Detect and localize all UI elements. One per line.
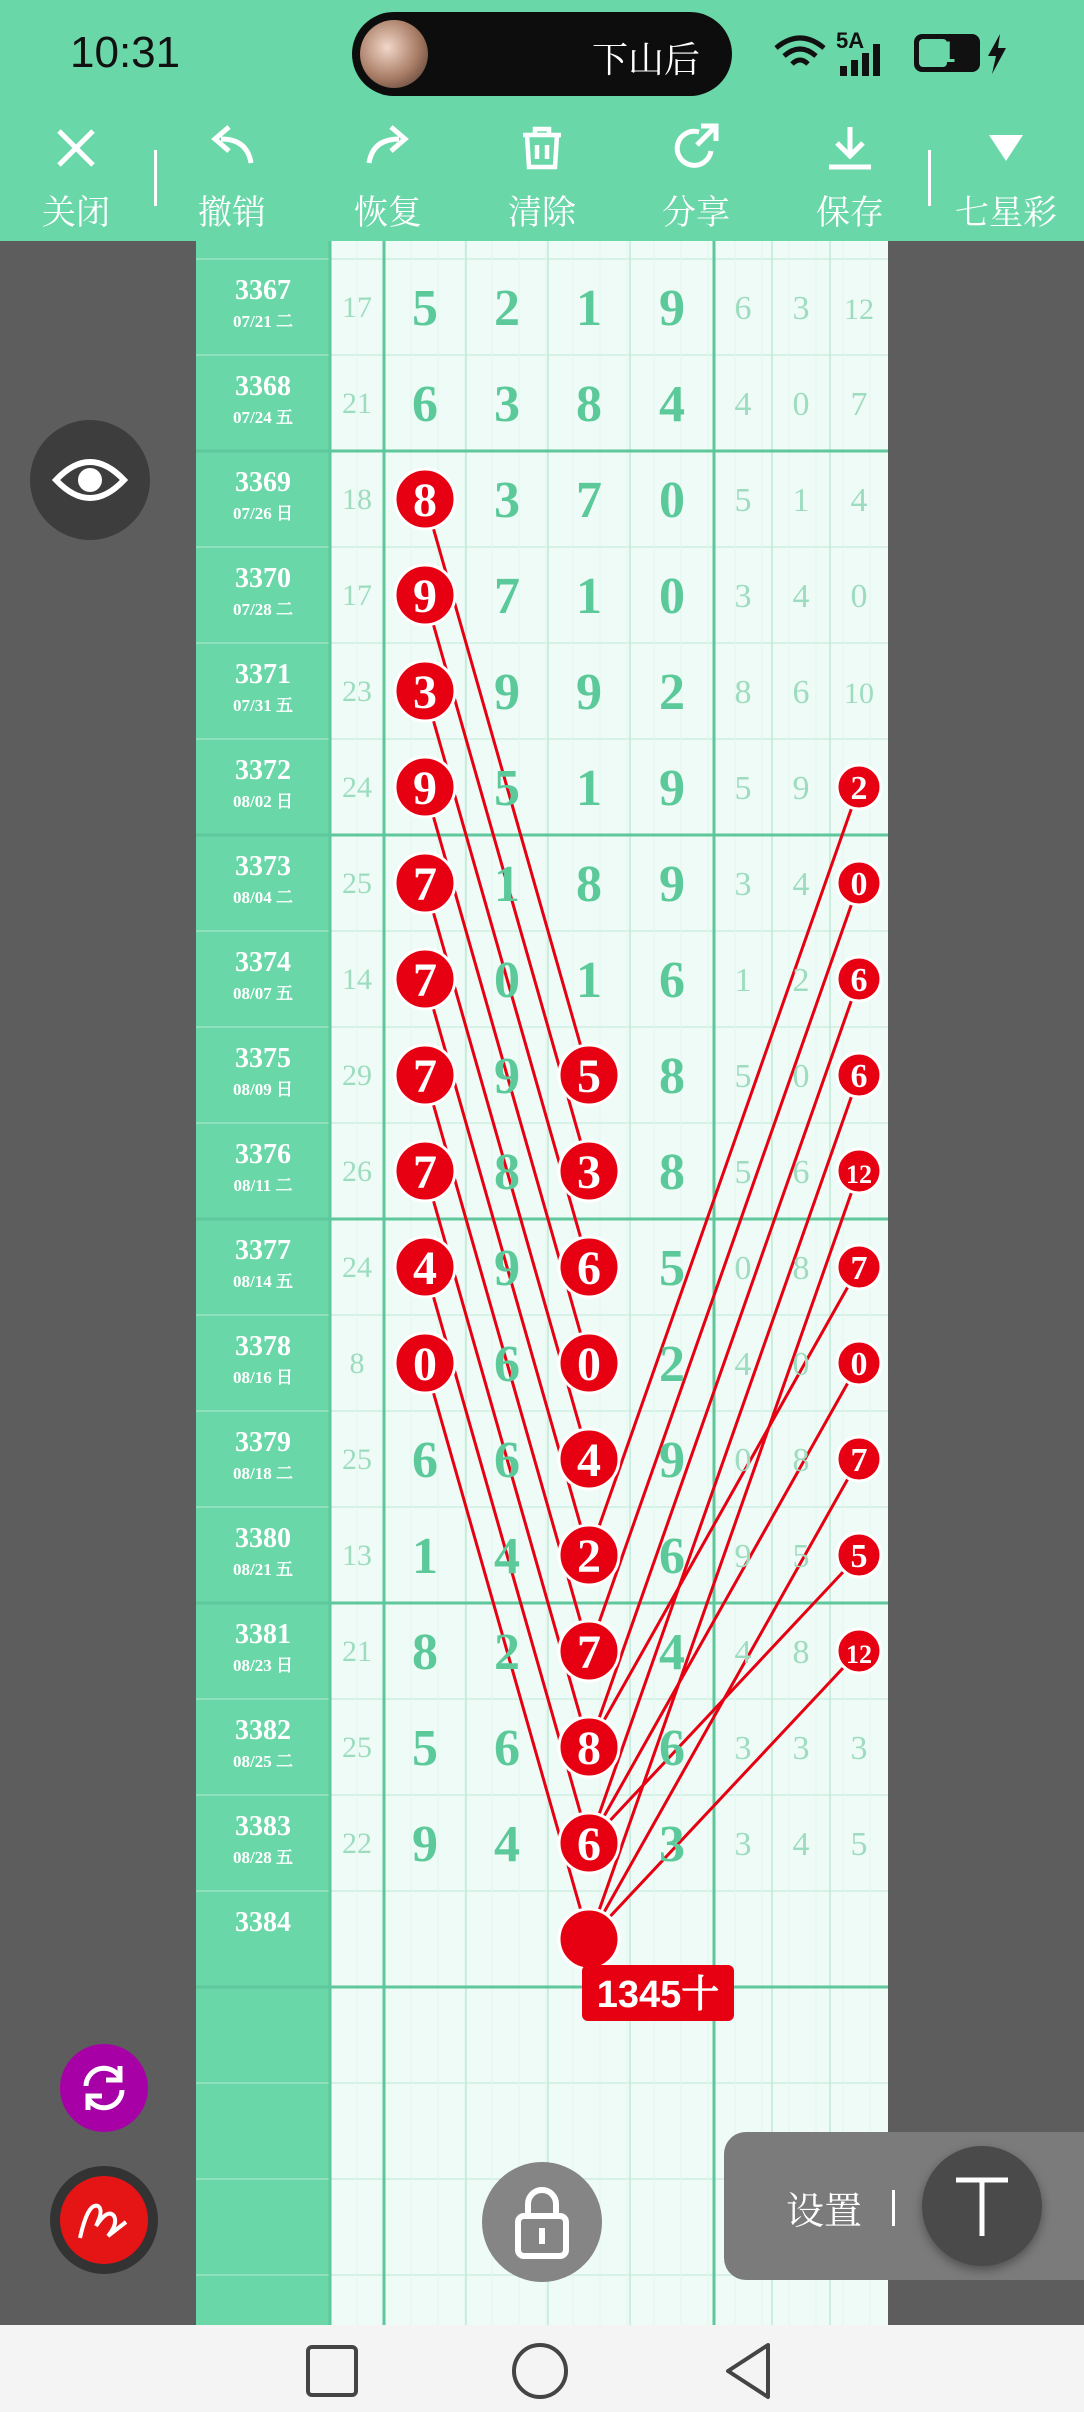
ball-digit: 7 — [413, 858, 437, 911]
wifi-icon — [772, 34, 828, 74]
extra-value: 3 — [734, 1730, 752, 1767]
issue-date: 08/02 日 — [233, 792, 293, 811]
ball-digit: 8 — [577, 1722, 601, 1775]
extra-ball-digit: 0 — [850, 1346, 868, 1383]
issue-date: 08/18 二 — [233, 1464, 293, 1483]
extra-ball-digit: 2 — [850, 770, 868, 807]
visibility-toggle-button[interactable] — [30, 420, 150, 540]
triangle-down-icon — [981, 123, 1031, 173]
extra-value: 0 — [792, 1346, 810, 1383]
extra-value: 3 — [734, 578, 752, 615]
issue-date: 08/28 五 — [233, 1848, 293, 1867]
share-label: 分享 — [662, 194, 730, 232]
sum-value: 25 — [342, 1443, 372, 1476]
digit: 0 — [494, 952, 520, 1009]
refresh-button[interactable] — [60, 2044, 148, 2132]
issue-date: 08/16 日 — [233, 1368, 293, 1387]
extra-value: 2 — [792, 962, 810, 999]
issue-number: 3370 — [235, 563, 291, 594]
digit: 2 — [494, 280, 520, 337]
battery-icon — [914, 34, 980, 72]
digit: 4 — [494, 1816, 520, 1873]
issue-number: 3373 — [235, 851, 291, 882]
sum-value: 25 — [342, 1731, 372, 1764]
extra-value: 0 — [850, 578, 868, 615]
issue-number: 3371 — [235, 659, 291, 690]
extra-value: 4 — [734, 386, 752, 423]
close-button[interactable] — [16, 113, 136, 233]
digit: 6 — [659, 1528, 685, 1585]
ball-digit: 5 — [577, 1050, 601, 1103]
avatar — [360, 20, 428, 88]
digit: 6 — [659, 952, 685, 1009]
lottery-type-dropdown[interactable] — [946, 113, 1066, 233]
issue-number: 3382 — [235, 1715, 291, 1746]
extra-value: 0 — [792, 1058, 810, 1095]
extra-value: 3 — [734, 866, 752, 903]
issue-number: 3367 — [235, 275, 291, 306]
extra-value: 8 — [792, 1250, 810, 1287]
extra-value: 6 — [792, 1154, 810, 1191]
extra-value: 8 — [792, 1442, 810, 1479]
extra-value: 12 — [844, 293, 874, 326]
digit: 6 — [494, 1720, 520, 1777]
extra-value: 5 — [734, 1154, 752, 1191]
digit: 1 — [494, 856, 520, 913]
digit: 9 — [659, 760, 685, 817]
lottery-type-label: 七星彩 — [955, 194, 1057, 232]
share-icon — [671, 123, 721, 173]
issue-date: 08/23 日 — [233, 1656, 293, 1675]
sum-value: 17 — [342, 291, 372, 324]
digit: 3 — [659, 1816, 685, 1873]
issue-number: 3384 — [235, 1907, 291, 1938]
issue-date: 07/31 五 — [233, 696, 293, 715]
undo-icon — [207, 123, 257, 173]
issue-number: 3372 — [235, 755, 291, 786]
digit: 1 — [576, 280, 602, 337]
draw-pen-button[interactable] — [60, 2176, 148, 2264]
digit: 4 — [494, 1528, 520, 1585]
issue-date: 08/14 五 — [233, 1272, 293, 1291]
digit: 1 — [576, 568, 602, 625]
digit: 1 — [576, 952, 602, 1009]
digit: 6 — [494, 1336, 520, 1393]
sum-value: 8 — [349, 1347, 365, 1380]
digit: 0 — [659, 568, 685, 625]
extra-value: 4 — [734, 1634, 752, 1671]
extra-value: 4 — [792, 578, 810, 615]
digit: 8 — [659, 1048, 685, 1105]
battery-level: 41 — [922, 36, 956, 69]
recent-apps-icon[interactable] — [302, 2341, 362, 2401]
ball-digit: 6 — [577, 1818, 601, 1871]
digit: 9 — [412, 1816, 438, 1873]
ball-digit: 3 — [413, 666, 437, 719]
trash-icon — [517, 123, 567, 173]
digit: 2 — [494, 1624, 520, 1681]
sum-value: 18 — [342, 483, 372, 516]
issue-date: 07/26 日 — [233, 504, 293, 523]
text-t-icon — [952, 2174, 1012, 2238]
issue-number: 3375 — [235, 1043, 291, 1074]
digit: 7 — [576, 472, 602, 529]
extra-value: 8 — [792, 1634, 810, 1671]
issue-date: 08/07 五 — [233, 984, 293, 1003]
extra-value: 4 — [850, 482, 868, 519]
digit: 0 — [659, 472, 685, 529]
extra-ball-digit: 7 — [850, 1250, 868, 1287]
ball-digit: 0 — [413, 1338, 437, 1391]
sum-value: 17 — [342, 579, 372, 612]
trend-chart[interactable] — [196, 241, 888, 2325]
undo-label: 撤销 — [198, 194, 266, 232]
toolbar-divider — [154, 150, 157, 206]
digit: 1 — [412, 1528, 438, 1585]
text-tool-button[interactable] — [922, 2146, 1042, 2266]
home-icon[interactable] — [510, 2341, 570, 2401]
digit: 6 — [412, 376, 438, 433]
sum-value: 29 — [342, 1059, 372, 1092]
network-type: 5A — [836, 28, 865, 53]
extra-value: 4 — [792, 866, 810, 903]
digit: 5 — [412, 280, 438, 337]
ball-digit: 7 — [413, 1050, 437, 1103]
sum-value: 13 — [342, 1539, 372, 1572]
signal-icon — [840, 44, 892, 76]
digit: 1 — [576, 760, 602, 817]
sum-value: 21 — [342, 387, 372, 420]
issue-date: 07/28 二 — [233, 600, 293, 619]
sum-value: 25 — [342, 867, 372, 900]
ball-digit: 6 — [577, 1242, 601, 1295]
digit: 5 — [659, 1240, 685, 1297]
trend-chart-svg — [196, 241, 888, 2325]
lock-icon — [512, 2184, 572, 2260]
issue-date: 07/21 二 — [233, 312, 293, 331]
issue-date: 08/11 二 — [233, 1176, 293, 1195]
extra-value: 6 — [734, 290, 752, 327]
digit: 6 — [659, 1720, 685, 1777]
share-button[interactable] — [636, 113, 756, 233]
extra-value: 3 — [850, 1730, 868, 1767]
ball-digit: 2 — [577, 1530, 601, 1583]
toolbar-divider — [928, 150, 931, 206]
extra-value: 8 — [734, 674, 752, 711]
ball-digit: 7 — [413, 1146, 437, 1199]
sum-value: 26 — [342, 1155, 372, 1188]
close-label: 关闭 — [42, 194, 110, 232]
issue-date: 08/21 五 — [233, 1560, 293, 1579]
digit: 8 — [659, 1144, 685, 1201]
redo-button[interactable] — [328, 113, 448, 233]
extra-value: 0 — [792, 386, 810, 423]
redo-label: 恢复 — [354, 194, 422, 232]
extra-ball-digit: 6 — [850, 962, 868, 999]
extra-value: 5 — [734, 482, 752, 519]
charging-icon — [986, 34, 1008, 74]
ball-digit: 3 — [577, 1146, 601, 1199]
sum-value: 14 — [342, 963, 372, 996]
extra-value: 4 — [734, 1346, 752, 1383]
digit: 8 — [576, 376, 602, 433]
extra-ball-digit: 5 — [850, 1538, 868, 1575]
issue-number: 3374 — [235, 947, 291, 978]
extra-ball-digit: 0 — [850, 866, 868, 903]
save-label: 保存 — [816, 194, 884, 232]
digit: 9 — [659, 280, 685, 337]
undo-button[interactable] — [172, 113, 292, 233]
digit: 2 — [659, 664, 685, 721]
sum-value: 21 — [342, 1635, 372, 1668]
extra-value: 4 — [792, 1826, 810, 1863]
digit: 5 — [494, 760, 520, 817]
clock: 10:31 — [70, 28, 181, 77]
issue-number: 3369 — [235, 467, 291, 498]
extra-value: 0 — [734, 1250, 752, 1287]
digit: 3 — [494, 472, 520, 529]
prediction-label: 1345十 — [596, 1974, 720, 2016]
save-button[interactable] — [790, 113, 910, 233]
digit: 3 — [494, 376, 520, 433]
extra-value: 5 — [792, 1538, 810, 1575]
extra-value: 3 — [792, 290, 810, 327]
ball-digit: 7 — [577, 1626, 601, 1679]
digit: 9 — [494, 1240, 520, 1297]
issue-number: 3368 — [235, 371, 291, 402]
sum-value: 24 — [342, 1251, 372, 1284]
extra-value: 5 — [734, 1058, 752, 1095]
digit: 4 — [659, 376, 685, 433]
digit: 9 — [494, 1048, 520, 1105]
extra-value: 9 — [792, 770, 810, 807]
settings-label[interactable]: 设置 — [786, 2191, 863, 2233]
issue-number: 3379 — [235, 1427, 291, 1458]
eye-icon — [52, 450, 128, 510]
extra-value: 1 — [792, 482, 810, 519]
pen-scribble-icon — [74, 2192, 134, 2248]
back-icon[interactable] — [718, 2341, 778, 2401]
extra-value: 3 — [792, 1730, 810, 1767]
issue-number: 3381 — [235, 1619, 291, 1650]
clear-label: 清除 — [508, 194, 576, 232]
digit: 7 — [494, 568, 520, 625]
extra-value: 3 — [734, 1826, 752, 1863]
settings-divider — [892, 2190, 895, 2226]
redo-icon — [363, 123, 413, 173]
extra-value: 0 — [734, 1442, 752, 1479]
digit: 5 — [412, 1720, 438, 1777]
issue-date: 07/24 五 — [233, 408, 293, 427]
extra-value: 10 — [844, 677, 874, 710]
ball-digit: 9 — [413, 762, 437, 815]
toolbar — [0, 105, 1084, 241]
ball-digit: 4 — [413, 1242, 437, 1295]
digit: 8 — [412, 1624, 438, 1681]
digit: 9 — [494, 664, 520, 721]
dynamic-island[interactable] — [352, 12, 732, 96]
close-icon — [51, 123, 101, 173]
digit: 9 — [659, 856, 685, 913]
digit: 9 — [576, 664, 602, 721]
lock-button[interactable] — [482, 2162, 602, 2282]
digit: 4 — [659, 1624, 685, 1681]
ball-digit: 4 — [577, 1434, 601, 1487]
ball-digit: 7 — [413, 954, 437, 1007]
now-playing-text: 下山后 — [592, 39, 701, 80]
extra-value: 1 — [734, 962, 752, 999]
issue-number: 3378 — [235, 1331, 291, 1362]
sum-value: 24 — [342, 771, 372, 804]
sum-value: 22 — [342, 1827, 372, 1860]
extra-ball-digit: 12 — [846, 1640, 872, 1669]
digit: 8 — [494, 1144, 520, 1201]
download-icon — [825, 123, 875, 173]
extra-value: 9 — [734, 1538, 752, 1575]
extra-ball-digit: 12 — [846, 1160, 872, 1189]
extra-value: 5 — [734, 770, 752, 807]
ball-digit: 9 — [413, 570, 437, 623]
ball-digit: 0 — [577, 1338, 601, 1391]
issue-number: 3377 — [235, 1235, 291, 1266]
sum-value: 23 — [342, 675, 372, 708]
extra-value: 7 — [850, 386, 868, 423]
ball-digit: 8 — [413, 474, 437, 527]
extra-ball-digit: 7 — [850, 1442, 868, 1479]
refresh-icon — [76, 2060, 132, 2116]
digit: 9 — [659, 1432, 685, 1489]
extra-ball-digit: 6 — [850, 1058, 868, 1095]
prediction-ball — [559, 1909, 619, 1969]
digit: 8 — [576, 856, 602, 913]
status-bar — [0, 0, 1084, 105]
extra-value: 5 — [850, 1826, 868, 1863]
digit: 6 — [412, 1432, 438, 1489]
issue-date: 08/09 日 — [233, 1080, 293, 1099]
status-icons — [772, 28, 1072, 76]
digit: 6 — [494, 1432, 520, 1489]
clear-button[interactable] — [482, 113, 602, 233]
digit: 2 — [659, 1336, 685, 1393]
extra-value: 6 — [792, 674, 810, 711]
issue-number: 3383 — [235, 1811, 291, 1842]
issue-date: 08/04 二 — [233, 888, 293, 907]
issue-number: 3380 — [235, 1523, 291, 1554]
system-nav-bar — [0, 2325, 1084, 2412]
issue-date: 08/25 二 — [233, 1752, 293, 1771]
issue-number: 3376 — [235, 1139, 291, 1170]
